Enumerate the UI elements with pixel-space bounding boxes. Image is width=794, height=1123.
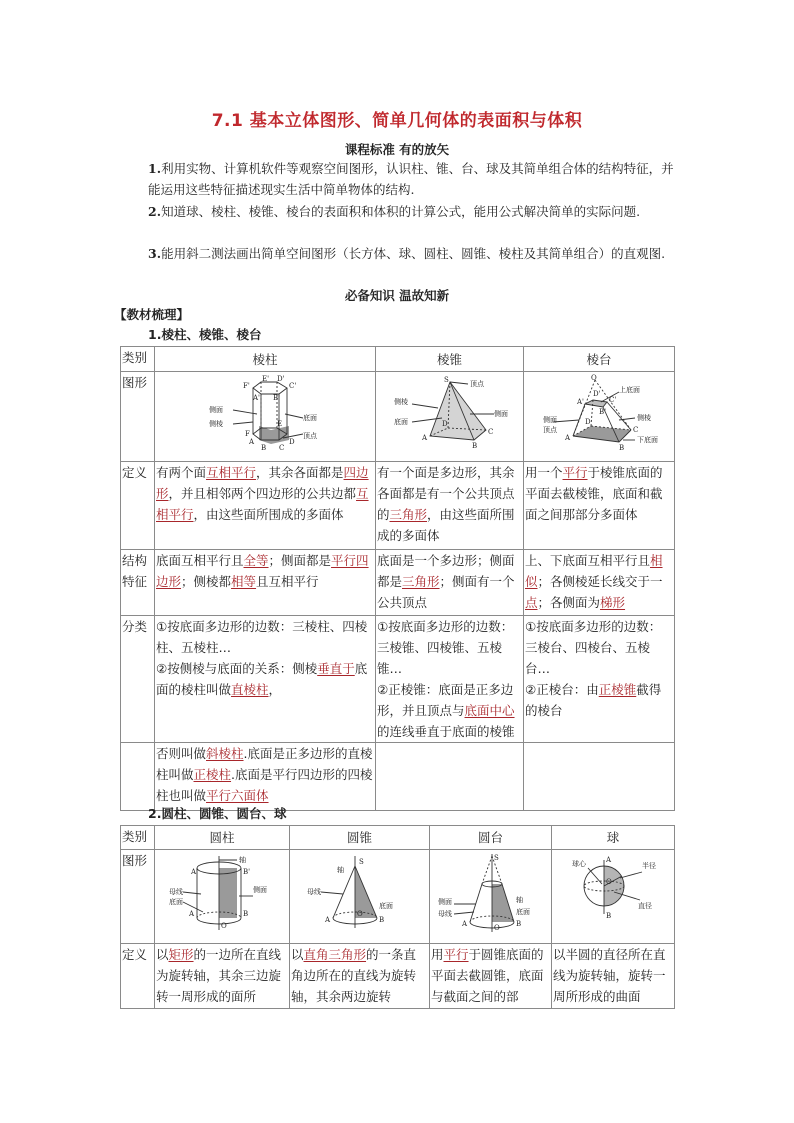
pyramid-label: D	[441, 420, 448, 428]
cone-label: A	[324, 916, 330, 924]
frustum-label: 侧棱	[637, 414, 651, 422]
answer-blank: 垂直于	[317, 661, 355, 676]
table-cell	[524, 743, 675, 811]
table-cell: 否则叫做斜棱柱.底面是正多边形的直棱柱叫做正棱柱.底面是平行四边形的四棱柱也叫做平行六面体	[155, 743, 376, 811]
table-header-cell: 类别	[121, 347, 155, 372]
prism-label: B'	[273, 394, 281, 402]
table-row	[121, 372, 675, 462]
pyramid-figure-cell	[376, 372, 524, 462]
answer-blank: 直角三角形	[303, 947, 367, 962]
table-row-label: 结构特征	[121, 550, 155, 616]
standard-2-num: 2.	[148, 204, 162, 219]
frustum2-label: 母线	[437, 910, 452, 918]
frustum-label: C'	[609, 396, 617, 404]
sphere-label: O	[606, 878, 612, 886]
pyramid-label: 底面	[393, 418, 408, 426]
prism-label: C'	[289, 382, 297, 390]
answer-blank: 三角形	[402, 574, 440, 589]
prism-label: 顶点	[303, 432, 317, 440]
table-row-label: 分类	[121, 616, 155, 743]
cone-label: 母线	[306, 888, 321, 896]
table-row-label: 定义	[121, 944, 155, 1009]
answer-blank: 点	[525, 595, 538, 610]
prism-figure	[205, 374, 325, 456]
pyramid-label: C	[487, 428, 493, 436]
table-row	[121, 743, 675, 811]
frustum2-label: 轴	[515, 896, 523, 904]
frustum-label: O	[591, 374, 597, 382]
sphere-label: B	[606, 912, 612, 920]
cone-figure	[305, 852, 415, 936]
table-row	[121, 462, 675, 550]
frustum-label: D'	[593, 390, 601, 398]
prism-label: D	[289, 438, 295, 446]
cylinder-label: A'	[191, 868, 198, 876]
answer-blank: 正棱柱	[193, 767, 232, 782]
pyramid-label: 侧面	[493, 410, 508, 418]
frustum-label: 上底面	[619, 386, 640, 394]
frustum2-label: O	[493, 924, 500, 932]
table-row	[121, 826, 675, 850]
answer-blank: 平行四边形	[156, 553, 369, 589]
frustum-label: 侧面	[543, 416, 557, 424]
table1-heading: 1.棱柱、棱锥、棱台	[148, 327, 262, 342]
sphere-figure-cell	[552, 850, 675, 944]
table-row	[121, 550, 675, 616]
prism-label: F'	[243, 382, 250, 390]
answer-blank: 正棱锥	[598, 682, 637, 697]
cylinder-label: 母线	[169, 888, 183, 896]
standard-3-text: 能用斜二测法画出简单空间图形（长方体、球、圆柱、圆锥、棱柱及其简单组合）的直观图.	[161, 246, 666, 261]
standard-1	[120, 158, 675, 200]
cylinder-label: A	[189, 910, 195, 918]
table-cell: 用平行于圆锥底面的平面去截圆锥，底面与截面之间的部	[430, 944, 552, 1009]
answer-blank: 矩形	[168, 947, 194, 962]
standard-3	[120, 243, 675, 264]
cylinder-label: 轴	[239, 856, 246, 864]
table-header-cell: 圆柱	[155, 826, 290, 850]
table-row-label: 图形	[121, 372, 155, 462]
frustum-label: D	[585, 418, 591, 426]
table-row	[121, 347, 675, 372]
frustum-label: B'	[599, 408, 607, 416]
cylinder-label: B'	[243, 868, 251, 876]
table-header-cell: 类别	[121, 826, 155, 850]
table-row	[121, 944, 675, 1009]
table-prism-pyramid-frustum	[120, 346, 675, 811]
frustum2-label: B	[515, 920, 521, 928]
table-cell: 底面是一个多边形；侧面都是三角形；侧面有一个公共顶点	[376, 550, 524, 616]
frustum2-figure	[436, 852, 546, 936]
pyramid-label: A	[421, 434, 427, 442]
table-cell: 上、下底面互相平行且相似；各侧棱延长线交于一点；各侧面为梯形	[524, 550, 675, 616]
answer-blank: 底面中心	[464, 703, 515, 718]
cylinder-label: 侧面	[253, 886, 267, 894]
prism-label: B	[261, 444, 267, 452]
answer-blank: 全等	[243, 553, 269, 568]
table-header-cell: 棱锥	[376, 347, 524, 372]
prism-label: D'	[277, 375, 285, 383]
table-cell: ①按底面多边形的边数：三棱台、四棱台、五棱台… ②正棱台：由正棱锥截得的棱台	[524, 616, 675, 743]
frustum2-label: 侧面	[437, 898, 452, 906]
cylinder-figure-cell	[155, 850, 290, 944]
table-cylinder-cone-frustum-sphere	[120, 825, 675, 1009]
cylinder-label: B	[243, 910, 249, 918]
table-cell: ①按底面多边形的边数：三棱锥、四棱锥、五棱锥… ②正棱锥：底面是正多边形，并且顶点与底面中心的连线垂直于底面的棱锥	[376, 616, 524, 743]
table-row	[121, 850, 675, 944]
cone-label: O	[356, 910, 363, 918]
sphere-label: 半径	[642, 862, 656, 870]
sphere-label: A	[606, 856, 612, 864]
sphere-figure	[558, 852, 668, 936]
table2-heading: 2.圆柱、圆锥、圆台、球	[148, 806, 287, 821]
standard-1-num: 1.	[148, 161, 162, 176]
prism-label: F	[245, 430, 250, 438]
frustum-label: 下底面	[637, 436, 658, 444]
pyramid-label: B	[471, 442, 477, 450]
table-cell: ①按底面多边形的边数：三棱柱、四棱柱、五棱柱… ②按侧棱与底面的关系：侧棱垂直于底面的棱柱叫做直棱柱，	[155, 616, 376, 743]
cone-label: B	[378, 916, 384, 924]
cylinder-label: O	[221, 922, 227, 930]
knowledge-heading: 必备知识 温故知新	[344, 288, 450, 303]
table-row-label: 图形	[121, 850, 155, 944]
frustum-label: C	[633, 426, 639, 434]
cylinder-label: 底面	[169, 898, 183, 906]
table-cell: 底面互相平行且全等；侧面都是平行四边形；侧棱都相等且互相平行	[155, 550, 376, 616]
table-header-cell: 圆锥	[290, 826, 430, 850]
standard-3-num: 3.	[148, 246, 162, 261]
frustum2-label: 底面	[515, 908, 530, 916]
standard-2-text: 知道球、棱柱、棱锥、棱台的表面积和体积的计算公式，能用公式解决简单的实际问题.	[161, 204, 641, 219]
page-title: 7.1 基本立体图形、简单几何体的表面积与体积	[211, 111, 583, 131]
table-header-cell: 圆台	[430, 826, 552, 850]
prism-label: E	[277, 420, 283, 428]
sphere-label: 直径	[638, 902, 652, 910]
answer-blank: 相等	[231, 574, 257, 589]
table-row-label: 定义	[121, 462, 155, 550]
answer-blank: 互相平行	[156, 486, 369, 522]
frustum2-label: S	[493, 854, 499, 862]
frustum-figure	[539, 374, 659, 456]
pyramid-figure	[390, 374, 510, 456]
prism-label: E'	[262, 375, 270, 383]
table-header-cell: 棱台	[524, 347, 675, 372]
table-cell: 以直角三角形的一条直角边所在的直线为旋转轴，其余两边旋转	[290, 944, 430, 1009]
answer-blank: 梯形	[600, 595, 626, 610]
table-header-cell: 球	[552, 826, 675, 850]
frustum-figure-cell	[524, 372, 675, 462]
answer-blank: 斜棱柱	[206, 746, 244, 761]
prism-label: C	[279, 444, 285, 452]
answer-blank: 相似	[525, 553, 663, 589]
frustum-label: 顶点	[543, 426, 557, 434]
pyramid-label: 顶点	[469, 380, 484, 388]
pyramid-label: 侧棱	[393, 398, 408, 406]
answer-blank: 直棱柱	[231, 682, 269, 697]
table-cell: 用一个平行于棱锥底面的平面去截棱锥，底面和截面之间那部分多面体	[524, 462, 675, 550]
cone-figure-cell	[290, 850, 430, 944]
prism-label: 侧面	[209, 406, 223, 414]
prism-label: 侧棱	[209, 420, 223, 428]
table-cell: 有一个面是多边形，其余各面都是有一个公共顶点的三角形，由这些面所围成的多面体	[376, 462, 524, 550]
frustum2-figure-cell	[430, 850, 552, 944]
prism-label: 底面	[303, 414, 317, 422]
answer-blank: 平行六面体	[206, 788, 269, 803]
table-row	[121, 616, 675, 743]
frustum2-label: A	[461, 920, 467, 928]
sphere-label: 球心	[572, 860, 586, 868]
pyramid-label: S	[443, 376, 449, 384]
section-label: 【教材梳理】	[114, 307, 190, 322]
frustum-label: A	[565, 434, 571, 442]
prism-label: A	[249, 438, 255, 446]
table-cell: 有两个面互相平行，其余各面都是四边形，并且相邻两个四边形的公共边都互相平行，由这些面所围成的多面体	[155, 462, 376, 550]
cone-label: 底面	[378, 902, 393, 910]
frustum-label: B	[619, 444, 625, 452]
table-cell: 以矩形的一边所在直线为旋转轴，其余三边旋转一周形成的面所	[155, 944, 290, 1009]
prism-label: A'	[253, 394, 260, 402]
standard-1-text: 利用实物、计算机软件等观察空间图形，认识柱、锥、台、球及其简单组合体的结构特征，并能运用这些特征描述现实生活中简单物体的结构.	[148, 161, 674, 197]
table-header-cell: 棱柱	[155, 347, 376, 372]
answer-blank: 三角形	[389, 507, 428, 522]
standards-heading: 课程标准 有的放矢	[344, 142, 450, 157]
table-cell	[376, 743, 524, 811]
answer-blank: 平行	[562, 465, 588, 480]
table-cell: 以半圆的直径所在直线为旋转轴，旋转一周所形成的曲面	[552, 944, 675, 1009]
standard-2	[120, 201, 675, 222]
cone-label: 轴	[336, 866, 344, 874]
table-cell	[121, 743, 155, 811]
answer-blank: 四边形	[156, 465, 369, 501]
frustum-label: A'	[577, 398, 584, 406]
answer-blank: 平行	[443, 947, 469, 962]
answer-blank: 互相平行	[206, 465, 257, 480]
cylinder-figure	[167, 852, 277, 936]
prism-figure-cell	[155, 372, 376, 462]
cone-label: S	[358, 858, 364, 866]
